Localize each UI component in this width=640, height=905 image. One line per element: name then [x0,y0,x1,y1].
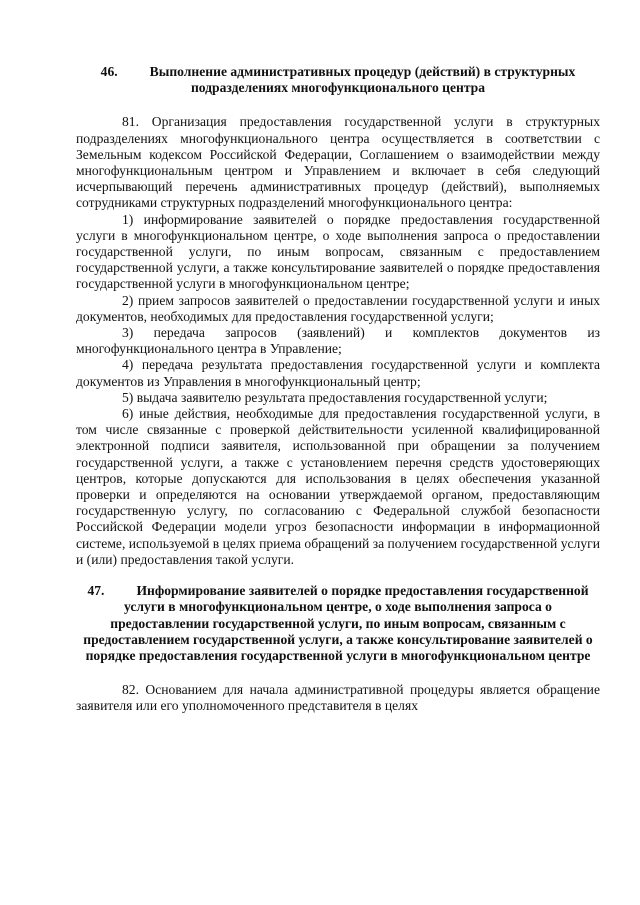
paragraph-82: 82. Основанием для начала административной процедуры является обращение заявителя или его уполномоченного представителя в целях [76,682,600,714]
section-47-heading [76,583,600,664]
section-46-number: 46. [100,64,118,79]
list-item-5: 5) выдача заявителю результата предоставления государственной услуги; [122,389,548,405]
procedure-list [76,212,600,568]
section-46-heading [76,64,600,96]
paragraph-81: 81. Организация предоставления государственной услуги в структурных подразделениях многофункционального центра осуществляется в соответствии с Земельным кодексом Российской Федерации, Соглашением о взаимодействии между многофункциональным центром и Управлением и включает в себя следующий исчерпывающий перечень административных процедур (действий), выполняемых сотрудниками структурных подразделений многофункционального центра: [76,114,600,211]
document-body [76,64,600,715]
list-item-1: 1) информирование заявителей о порядке предоставления государственной услуги в многофункциональном центре, о ходе выполнения запроса о предоставлении государственной услуги, по иным вопросам, связанным с предоставлением государственной услуги, а также консультирование заявителей о порядке предоставления государственной услуги в многофункциональном центре; [76,211,600,292]
list-item-2: 2) прием запросов заявителей о предоставлении государственной услуги и иных документов, необходимых для предоставления государственной услуги; [76,292,600,324]
section-47-title: Информирование заявителей о порядке предоставления государственной услуги в многофункциональном центре, о ходе выполнения запроса о предоставлении государственной услуги, по иным вопросам, связанным с предоставлением государственной услуги, а также консультирование заявителей о порядке предоставления государственной услуги в многофункциональном центре [83,583,593,663]
section-47-number: 47. [87,583,105,599]
list-item-4: 4) передача результата предоставления государственной услуги и комплекта документов из Управления в многофункциональный центр; [76,357,600,389]
section-46-title: Выполнение административных процедур (действий) в структурных подразделениях многофункционального центра [149,64,576,96]
list-item-3: 3) передача запросов (заявлений) и комплектов документов из многофункционального центра в Управление; [76,325,600,357]
list-item-6: 6) иные действия, необходимые для предоставления государственной услуги, в том числе связанные с проверкой действительности усиленной квалифицированной электронной подписи заявителя, использованной при обращении за получением государственной услуги, а также с установлением перечня средств удостоверяющих центров, которые допускаются для использования в целях обеспечения указанной проверки и определяются на основании утверждаемой органом, предоставляющим государственную услугу, по согласованию с Федеральной службой безопасности Российской Федерации модели угроз безопасности информации в информационной системе, используемой в целях приема обращений за получением государственной услуги и (или) предоставления такой услуги. [76,406,600,567]
